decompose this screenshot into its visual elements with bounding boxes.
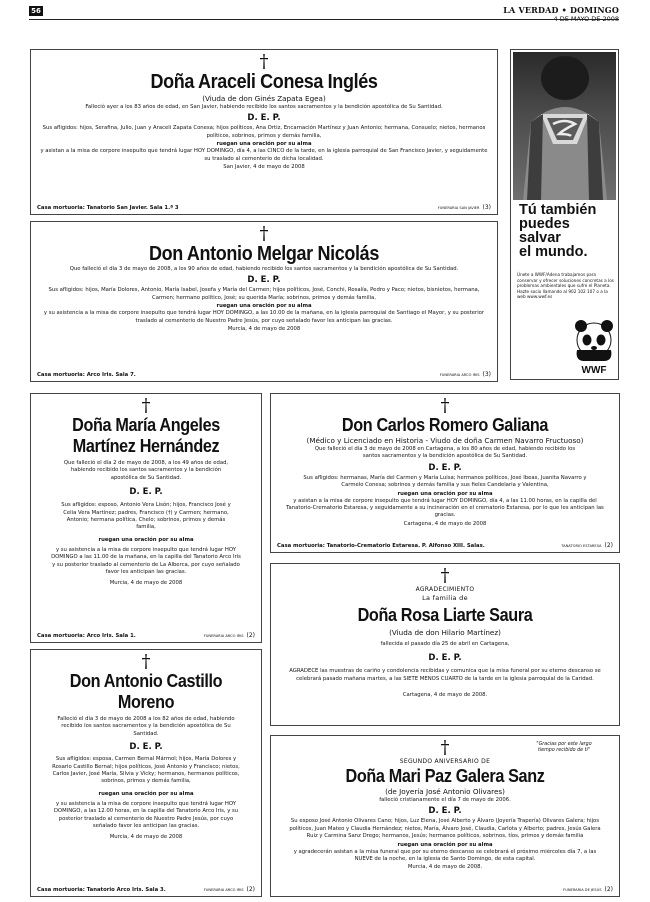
mass-text: y asistan a la misa de corpore insepulto que tendrá lugar HOY DOMINGO, día 4, a las 11.00 horas, en la capilla del Tanatorio-Crematorio Estaresa, y seguidamente a su incineración en el crematorio Estaresa, por lo que les anticipan las gracias. [286,497,604,519]
cross-icon: † [259,51,269,72]
cross-icon: † [141,651,151,672]
deceased-subtitle: (Viuda de don Hilario Martínez) [389,628,501,637]
mass-text: y su asistencia a la misa de corpore insepulto que tendrá lugar HOY DOMINGO a las 11.00 de la mañana, en la capilla del Tanatorio Arco Iris y su posterior traslado al cementerio de La Alberca, por cuyo señalado favor les anticipan las gracias. [51,546,241,576]
prayer-request: ruegan una oración por su alma [397,841,493,848]
mortuary-house: Casa mortuoria: Arco Iris. Sala 1. [37,633,136,639]
funeral-agency: FUNERARIA ARCO IRIS (3) [439,371,491,378]
place-date: Murcia, 4 de mayo de 2008 [109,580,183,587]
mortuary-house: Casa mortuoria: Tanatorio San Javier. Sala 1.ª 3 [37,205,179,211]
prayer-request: ruegan una oración por su alma [397,490,493,497]
superhero-photo [513,52,616,200]
dep-label: D. E. P. [428,462,462,473]
obituary-maria-angeles-martinez [30,393,262,643]
deceased-name-line-1: Doña María Angeles [72,415,220,435]
acknowledgement-label: AGRADECIMIENTO [415,586,475,593]
family-text: Sus afligidos: hijos, María Dolores, Antonio, María Isabel, Josefa y María del Carmen; hijos políticos, José, Conchi, Rosalía, Pedro y Paco; nietos, bisnietos, hermana, Carmen; hermano político, José; su querida María; sobrinos, primos y demás familia, [48,287,480,301]
mortuary-house: Casa mortuoria: Arco Iris. Sala 7. [37,372,136,378]
place-date: Murcia, 4 de mayo de 2008 [227,326,301,333]
newspaper-header [503,5,619,23]
ad-slogan: Tú también puedes salvar el mundo. [519,202,597,260]
cross-icon: † [440,737,450,758]
deceased-name: Don Carlos Romero Galiana [341,415,549,435]
family-of-label: La familia de [422,594,468,602]
obituary-araceli-conesa [30,49,498,215]
funeral-agency: FUNERARIA ARCO IRIS (2) [203,886,255,893]
intro-text: Falleció el día 3 de mayo de 2008 a los 82 años de edad, habiendo recibido los santos sacramentos y la bendición apostólica de Su Santidad. [57,716,235,737]
mass-text: y su asistencia a la misa de corpore insepulto que tendrá lugar HOY DOMINGO, a las 12.00 horas, en la capilla del Tanatorio Arco Iris, y su posterior traslado al cementerio de Nuestro Padre Jesús, por cuyo señalado favor les anticipan las gracias. [53,800,239,830]
place-date: Murcia, 4 de mayo de 2008. [407,864,483,871]
intro-text: falleció cristianamente el día 7 de mayo de 2006. [379,797,511,803]
family-text: Sus afligidos: esposa, Carmen Bernal Mármol; hijos, María Dolores y Rosario Castillo Bernal; hijos políticos, José Antonio y Francisco; nietos, Carlos Javier, José María, Silvia y Vicky; hermanos, hermanos políticos, sobrinos, primos y demás familia, [52,756,240,785]
place-date: San Javier, 4 de mayo de 2008 [223,164,305,171]
deceased-subtitle: (de Joyería José Antonio Olivares) [385,787,505,796]
issue-date: 4 DE MAYO DE 2008 [553,15,619,23]
family-text: Su esposo José Antonio Olivares Cano; hijos, Luz Elena, José Alberto y Álvaro (Joyería Trapería) Olivares Galera; hijos políticos, Juan Mateo y Claudia Hernández; nietos, María, Álvaro José, Claudia, Carlota y Alberto; padres, Jesús Galera Ruiz y Carmina Sanz Drego; hermanos, Jesús; hermanos políticos, sobrinos, tíos, primos y demás familia [289,818,601,840]
funeral-agency: TANATORIO ESTARESA (2) [561,542,613,549]
wwf-logo [571,320,617,376]
prayer-request: ruegan una oración por su alma [216,303,312,310]
place-date: Cartagena, 4 de mayo de 2008 [403,520,487,527]
dep-label: D. E. P. [428,806,462,817]
memorial-quote: "Gracias por este largo tiempo recibido de ti" [536,742,592,753]
deceased-name-line-2: Moreno [117,692,175,712]
family-text: Sus afligidos: esposo, Antonio Vera Lisón; hijos, Francisco José y Celia Vera Martínez; padres, Francisco (†) y Carmen; hermano, Antonio; hermana política, Chelo; sobrinos, primos y demás familia, [61,502,231,531]
cross-icon: † [440,395,450,416]
funeral-agency: FUNERARIA ARCO IRIS (2) [203,632,255,639]
dep-label: D. E. P. [129,742,163,753]
deceased-subtitle: (Viuda de don Ginés Zapata Egea) [202,94,326,103]
intro-text: Que falleció el día 2 de mayo de 2008, a los 49 años de edad, habiendo recibido los santos sacramentos y la bendición apostólica de Su Santidad. [63,460,229,481]
anniversary-mari-paz-galera [270,735,620,897]
mortuary-house: Casa mortuoria: Tanatorio-Crematorio Estaresa. P. Alfonso XIII. Salas. [277,543,485,549]
intro-text: fallecida el pasado día 25 de abril en Cartagena, [380,641,510,647]
header-rule [29,19,619,20]
cross-icon: † [259,223,269,244]
deceased-name: Don Antonio Melgar Nicolás [148,243,379,265]
intro-text: Que falleció el día 3 de mayo de 2008, a los 90 años de edad, habiendo recibido los santos sacramentos y la bendición apostólica de Su Santidad. [69,266,459,272]
obituary-antonio-melgar [30,221,498,382]
obituary-antonio-castillo [30,649,262,897]
cross-icon: † [440,565,450,586]
obituary-carlos-romero [270,393,620,553]
deceased-name: Doña Mari Paz Galera Sanz [345,766,545,786]
intro-text: Falleció ayer a los 83 años de edad, en San Javier, habiendo recibido los santos sacramentos y la bendición apostólica de Su Santidad. [85,104,443,110]
acknowledgement-text: AGRADECE las muestras de cariño y condolencia recibidas y comunica que la misa funeral por su eterno descanso se celebrará pasado mañana martes, a las SIETE MENOS CUARTO de la tarde en la iglesia parroquial de la Caridad. [289,668,601,682]
prayer-request: ruegan una oración por su alma [98,536,194,543]
dep-label: D. E. P. [129,487,163,498]
prayer-request: ruegan una oración por su alma [216,141,312,148]
deceased-name-line-2: Martínez Hernández [72,436,220,456]
deceased-name: Doña Araceli Conesa Inglés [150,71,378,93]
dep-label: D. E. P. [247,275,281,286]
cross-icon: † [141,395,151,416]
mass-text: y asistan a la misa de corpore insepulto que tendrá lugar HOY DOMINGO, día 4, a las CINCO de la tarde, en la iglesia parroquial de San Francisco Javier, y seguidamente su traslado al cementerio de dicha localidad. [40,148,488,162]
mass-text: y su asistencia a la misa de corpore insepulto que tendrá lugar HOY DOMINGO, a las 10.00 de la mañana, en la iglesia parroquial de Santiago el Mayor, y su posterior traslado al cementerio de Nuestro Padre Jesús, por cuyo señalado favor les anticipan las gracias. [43,310,485,324]
acknowledgement-rosa-liarte [270,563,620,726]
family-text: Sus afligidos: hijos, Serafina, Julio, Juan y Araceli Zapata Conesa; hijos políticos, Ana Ortiz, Encarnación Martínez y Juan Antonio; hermana, Consuelo; nietos, hermanos políticos, sobrinos, primos y demás familia, [42,125,486,139]
dep-label: D. E. P. [428,653,462,664]
deceased-name-line-1: Don Antonio Castillo [69,671,223,691]
dep-label: D. E. P. [247,113,281,124]
funeral-agency: FUNERARIA SAN JAVIER (3) [437,204,491,211]
anniversary-label: SEGUNDO ANIVERSARIO DE [399,758,491,765]
mortuary-house: Casa mortuoria: Tanatorio Arco Iris. Sala 3. [37,887,166,893]
wwf-wordmark: WWF [581,365,607,376]
page-number: 56 [29,6,43,16]
prayer-request: ruegan una oración por su alma [98,790,194,797]
mass-text: y agradecerán asistan a la misa funeral que por su eterno descanso se celebrará el próximo miércoles día 7, a las NUEVE de la noche, en la iglesia de Santo Domingo, de esta capital. [293,848,597,863]
place-date: Cartagena, 4 de mayo de 2008. [402,692,488,699]
family-text: Sus afligidos: hermanas, María del Carmen y María Luisa; hermanos políticos, José Ibeas, Juanita Navarro y Carmelo Conesa; sobrinos y demás familia y sus fieles Candelaria y Valentina, [303,474,587,489]
wwf-advertisement [510,49,619,380]
superhero-chest-icon [513,52,616,200]
place-date: Murcia, 4 de mayo de 2008 [109,834,183,841]
deceased-name: Doña Rosa Liarte Saura [357,605,533,625]
funeral-agency: FUNERARIA DE JESÚS (2) [563,886,613,893]
intro-text: Que falleció el día 3 de mayo de 2008 en Cartagena, a los 80 años de edad, habiendo recibido los santos sacramentos y la bendición apostólica de Su Santidad. [314,446,576,460]
deceased-subtitle: (Médico y Licenciado en Historia - Viudo de doña Carmen Navarro Fructuoso) [306,436,584,445]
ad-body-text: Únete a WWF/Adena trabajamos para conservar y ofrecer soluciones concretas a los problemas ambientales que sufre el Planeta. Hazte socio llamando al 902 102 107 o a la web www.wwf.es [517,272,614,300]
newspaper-name: LA VERDAD • DOMINGO [503,5,619,15]
